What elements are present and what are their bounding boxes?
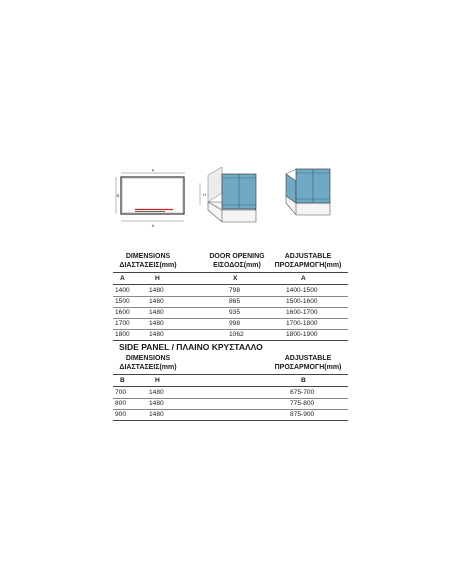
cell-h: 1480 — [149, 298, 164, 305]
col-header-a2: A — [301, 275, 306, 282]
header-adjustable-gr: ΠΡΟΣΑΡΜΟΓΗ(mm) — [274, 262, 342, 269]
side-header-adjustable-en: ADJUSTABLE — [284, 355, 332, 362]
cell-adjust: 675-700 — [290, 389, 315, 396]
cell-adjust: 1600-1700 — [286, 309, 318, 316]
cell-b: 900 — [115, 411, 127, 418]
cell-x: 935 — [229, 309, 241, 316]
side-col-header-b2: B — [301, 377, 306, 384]
cell-adjust: 1400-1500 — [286, 287, 318, 294]
row-divider — [113, 329, 348, 330]
cell-h: 1480 — [149, 309, 164, 316]
side-panel-title: SIDE PANEL / ΠΛΑΙΝΟ ΚΡΥΣΤΑΛΛΟ — [119, 342, 263, 352]
cell-a: 1600 — [115, 309, 130, 316]
cell-h: 1480 — [149, 320, 164, 327]
side-header-adjustable — [268, 354, 348, 372]
header-dimensions-gr: ΔΙΑΣΤΑΣΕΙΣ(mm) — [119, 262, 177, 269]
plan-view-diagram — [115, 168, 193, 230]
cell-a: 1400 — [115, 287, 130, 294]
side-label-h: H — [203, 192, 206, 197]
cell-x: 998 — [229, 320, 241, 327]
bath-screen-perspective-diagram — [196, 165, 268, 227]
header-adjustable-en: ADJUSTABLE — [284, 253, 332, 260]
row-divider — [113, 307, 348, 308]
col-header-a: A — [120, 275, 125, 282]
cell-a: 1800 — [115, 331, 130, 338]
header-door-opening-gr: ΕΙΣΟΔΟΣ(mm) — [213, 262, 261, 269]
plan-label-top: A — [151, 168, 155, 173]
cell-a: 1700 — [115, 320, 130, 327]
main-table-bottom-rule — [113, 340, 348, 341]
cell-h: 1480 — [149, 400, 164, 407]
row-divider — [113, 398, 348, 399]
header-adjustable — [268, 252, 348, 270]
row-divider — [113, 409, 348, 410]
header-dimensions — [114, 252, 182, 270]
cell-a: 1500 — [115, 298, 130, 305]
plan-label-side: B — [116, 193, 120, 198]
cell-b: 800 — [115, 400, 127, 407]
plan-label-bottom: A — [151, 223, 155, 228]
side-header-dimensions-en: DIMENSIONS — [125, 355, 171, 362]
header-door-opening — [202, 252, 272, 270]
main-table-top-rule — [113, 272, 348, 273]
cell-adjust: 1500-1600 — [286, 298, 318, 305]
row-divider — [113, 296, 348, 297]
main-table-header-rule — [113, 284, 348, 285]
side-col-header-b: B — [120, 377, 125, 384]
side-header-dimensions-gr: ΔΙΑΣΤΑΣΕΙΣ(mm) — [119, 364, 177, 371]
cell-adjust: 775-800 — [290, 400, 315, 407]
cell-x: 798 — [229, 287, 241, 294]
side-table-top-rule — [113, 374, 348, 375]
side-header-adjustable-gr: ΠΡΟΣΑΡΜΟΓΗ(mm) — [274, 364, 342, 371]
cell-adjust: 1700-1800 — [286, 320, 318, 327]
cell-h: 1480 — [149, 389, 164, 396]
cell-b: 700 — [115, 389, 127, 396]
cell-x: 865 — [229, 298, 241, 305]
row-divider — [113, 318, 348, 319]
col-header-h: H — [155, 275, 160, 282]
bath-screen-side-panel-diagram — [282, 165, 344, 227]
cell-h: 1480 — [149, 287, 164, 294]
col-header-x: X — [233, 275, 238, 282]
side-header-dimensions — [114, 354, 182, 372]
cell-x: 1062 — [229, 331, 244, 338]
cell-h: 1480 — [149, 411, 164, 418]
side-col-header-h: H — [155, 377, 160, 384]
header-door-opening-en: DOOR OPENING — [209, 253, 265, 260]
header-dimensions-en: DIMENSIONS — [125, 253, 171, 260]
cell-h: 1480 — [149, 331, 164, 338]
side-table-bottom-rule — [113, 420, 348, 421]
cell-adjust: 1800-1900 — [286, 331, 318, 338]
cell-adjust: 875-900 — [290, 411, 315, 418]
side-table-header-rule — [113, 386, 348, 387]
